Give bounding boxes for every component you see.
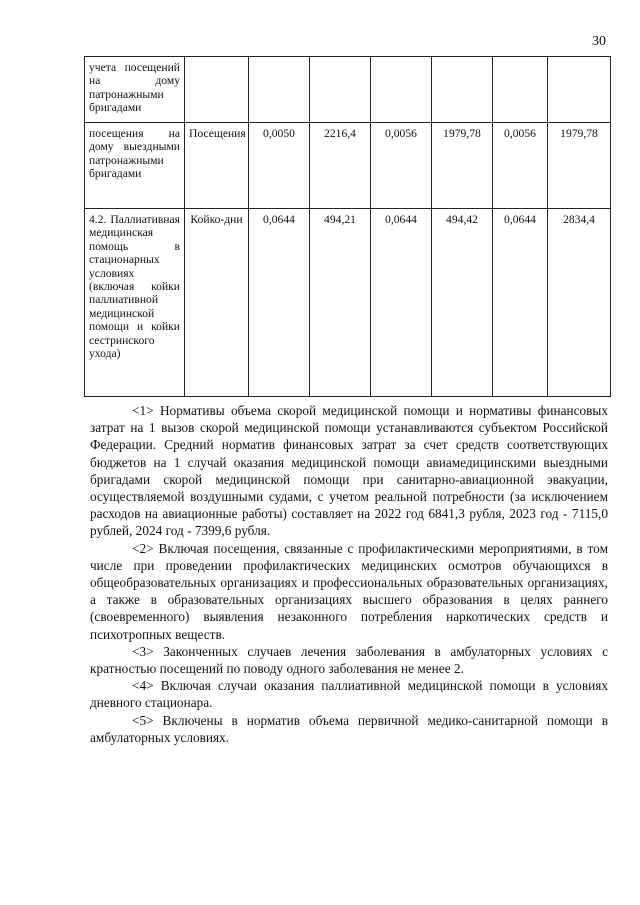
value-cell: 0,0644 — [371, 209, 432, 397]
value-cell — [493, 57, 548, 123]
value-cell: 1979,78 — [548, 123, 611, 209]
row-label: посещения на дому выездными патронажными бригадами — [85, 123, 185, 209]
value-cell — [310, 57, 371, 123]
value-cell — [371, 57, 432, 123]
unit-cell: Койко-дни — [185, 209, 249, 397]
value-cell — [432, 57, 493, 123]
table-row — [85, 123, 611, 209]
value-cell: 494,21 — [310, 209, 371, 397]
value-cell: 494,42 — [432, 209, 493, 397]
value-cell — [548, 57, 611, 123]
value-cell: 2216,4 — [310, 123, 371, 209]
value-cell: 0,0644 — [249, 209, 310, 397]
value-cell: 2834,4 — [548, 209, 611, 397]
value-cell: 0,0056 — [493, 123, 548, 209]
footnotes — [90, 402, 608, 746]
value-cell: 0,0056 — [371, 123, 432, 209]
value-cell: 0,0644 — [493, 209, 548, 397]
footnote-3: <3> Законченных случаев лечения заболевания в амбулаторных условиях с кратностью посещений по поводу одного заболевания не менее 2. — [90, 643, 608, 677]
row-label: учета посещений на дому патронажными бригадами — [85, 57, 185, 123]
unit-cell: Посещения — [185, 123, 249, 209]
footnote-5: <5> Включены в норматив объема первичной медико-санитарной помощи в амбулаторных условиях. — [90, 712, 608, 745]
unit-cell — [185, 57, 249, 123]
footnote-4: <4> Включая случаи оказания паллиативной медицинской помощи в условиях дневного стационара. — [90, 678, 608, 711]
table-row — [85, 57, 611, 123]
norms-table — [84, 56, 611, 397]
footnote-2: <2> Включая посещения, связанные с профилактическими мероприятиями, в том числе при проведении профилактических медицинских осмотров обучающихся в общеобразовательных организациях и профессиональных образовательных организациях, а также в образовательных организациях высшего образования в целях раннего (своевременного) выявления незаконного потребления наркотических средств и психотропных веществ. — [90, 540, 608, 642]
value-cell — [249, 57, 310, 123]
table-row — [85, 209, 611, 397]
value-cell: 0,0050 — [249, 123, 310, 209]
footnote-1: <1> Нормативы объема скорой медицинской помощи и нормативы финансовых затрат на 1 вызов скорой медицинской помощи устанавливаются субъектом Российской Федерации. Средний норматив финансовых затрат за счет средств соответствующих бюджетов на 1 случай оказания медицинской помощи авиамедицинскими выездными бригадами скорой медицинской помощи при санитарно-авиационной эвакуации, осуществляемой воздушными судами, с учетом реальной потребности (за исключением расходов на авиационные работы) составляет на 2022 год 6841,3 рубля, 2023 год - 7115,0 рублей, 2024 год - 7399,6 рубля. — [90, 403, 608, 539]
value-cell: 1979,78 — [432, 123, 493, 209]
page-number: 30 — [592, 34, 606, 49]
row-label: 4.2. Паллиативная медицинская помощь в стационарных условиях (включая койки паллиативной медицинской помощи и койки сестринского ухода) — [85, 209, 185, 397]
